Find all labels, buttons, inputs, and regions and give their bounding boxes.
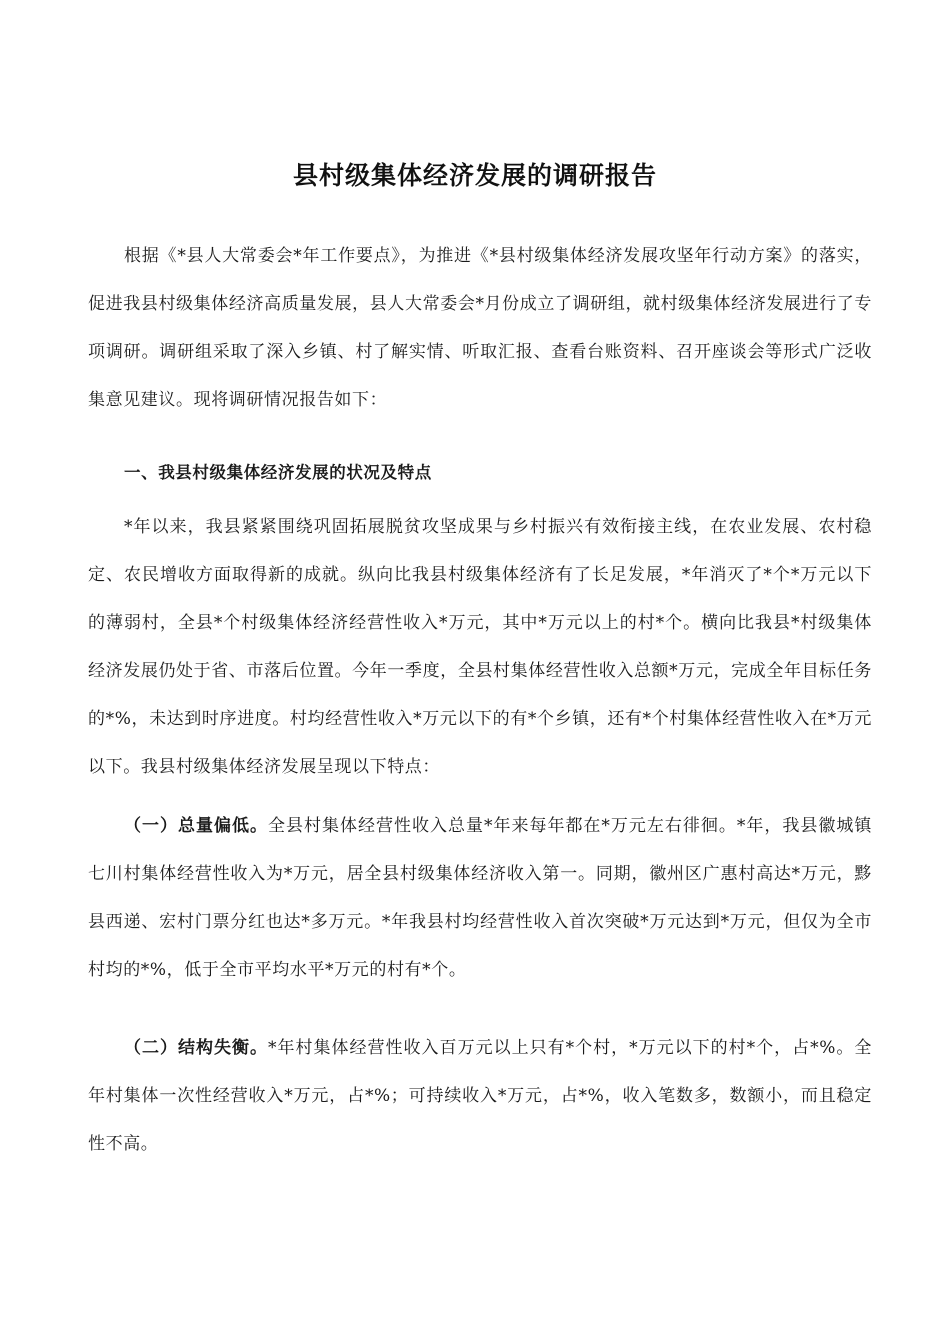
document-title: 县村级集体经济发展的调研报告 xyxy=(292,161,657,190)
point-lead-2: （二）结构失衡。 xyxy=(124,1038,269,1058)
point-paragraph-2 xyxy=(88,1024,872,1168)
point-text-1: 全县村集体经营性收入总量*年来每年都在*万元左右徘徊。*年，我县徽城镇七川村集体经营性收入为*万元，居全县村级集体经济收入第一。同期，徽州区广惠村高达*万元，黟县西递、宏村门票分红也达*多万元。*年我县村均经营性收入首次突破*万元达到*万元，但仅为全市村均的*%，低于全市平均水平*万元的村有*个。 xyxy=(88,816,872,980)
section-paragraph: *年以来，我县紧紧围绕巩固拓展脱贫攻坚成果与乡村振兴有效衔接主线，在农业发展、农村稳定、农民增收方面取得新的成就。纵向比我县村级集体经济有了长足发展，*年消灭了*个*万元以下的薄弱村，全县*个村级集体经济经营性收入*万元，其中*万元以上的村*个。横向比我县*村级集体经济发展仍处于省、市落后位置。今年一季度，全县村集体经营性收入总额*万元，完成全年目标任务的*%，未达到时序进度。村均经营性收入*万元以下的有*个乡镇，还有*个村集体经营性收入在*万元以下。我县村级集体经济发展呈现以下特点： xyxy=(88,517,872,777)
point-paragraph-1 xyxy=(88,802,872,994)
section-heading: 一、我县村级集体经济发展的状况及特点 xyxy=(124,463,432,482)
point-lead-1: （一）总量偏低。 xyxy=(124,816,268,836)
intro-paragraph: 根据《*县人大常委会*年工作要点》，为推进《*县村级集体经济发展攻坚年行动方案》的落实，促进我县村级集体经济高质量发展，县人大常委会*月份成立了调研组，就村级集体经济发展进行了专项调研。调研组采取了深入乡镇、村了解实情、听取汇报、查看台账资料、召开座谈会等形式广泛收集意见建议。现将调研情况报告如下： xyxy=(88,246,872,410)
point-text-2: *年村集体经营性收入百万元以上只有*个村，*万元以下的村*个，占*%。全年村集体一次性经营收入*万元，占*%；可持续收入*万元，占*%，收入笔数多，数额小，而且稳定性不高。 xyxy=(88,1038,872,1154)
